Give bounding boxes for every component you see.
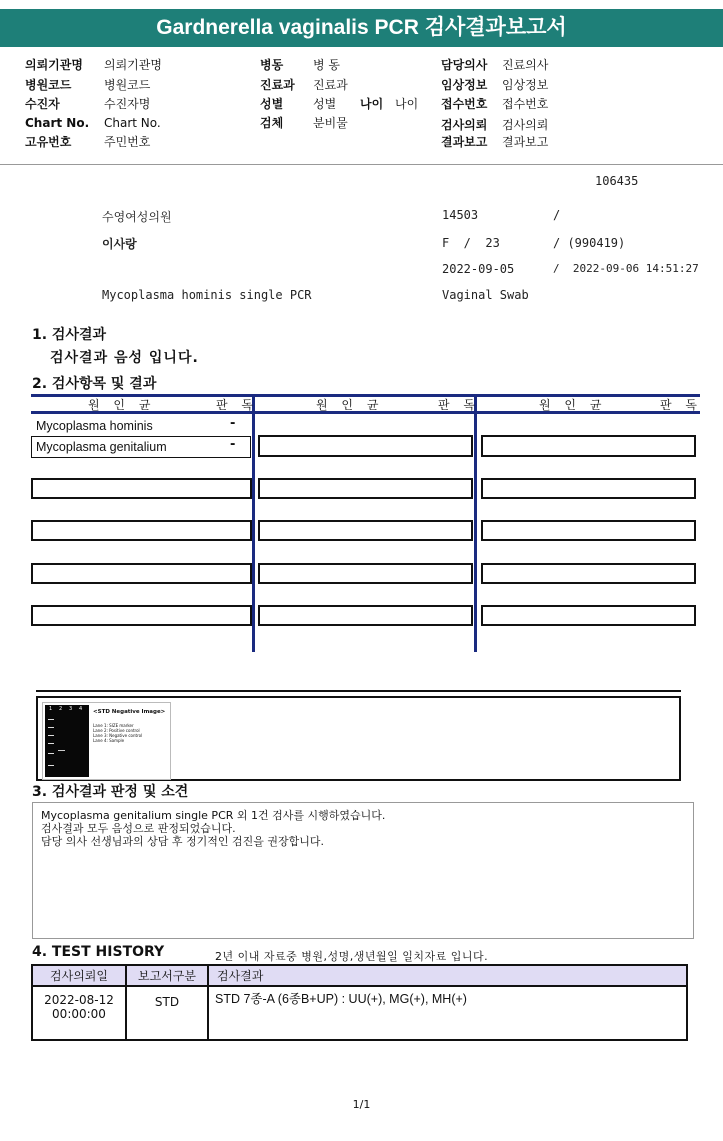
col-header-organism: 원 인 균 [539, 398, 607, 412]
history-col-type: 보고서구분 [126, 965, 208, 986]
empty-result-cell [31, 605, 252, 626]
empty-result-cell [258, 563, 473, 584]
label-ward: 병동 [260, 58, 284, 72]
gel-band [48, 735, 54, 736]
gel-band [48, 727, 54, 728]
institution-name: 수영여성의원 [102, 210, 172, 224]
value-doctor: 진료의사 [502, 58, 549, 72]
value-receipt-no: 접수번호 [502, 97, 549, 111]
label-chart-no: Chart No. [25, 116, 90, 130]
value-result-report: 결과보고 [502, 135, 549, 149]
section1-heading: 1. 검사결과 [32, 327, 107, 343]
empty-result-cell [481, 520, 696, 541]
request-date: 2022-09-05 [442, 262, 515, 276]
opinion-line: 담당 의사 선생님과의 상담 후 정기적인 검진을 권장합니다. [41, 835, 324, 848]
history-col-result: 검사결과 [208, 965, 687, 986]
page-number: 1/1 [352, 1098, 371, 1111]
gel-title: <STD Negative Image> [93, 709, 166, 715]
empty-result-cell [481, 605, 696, 626]
opinion-box [32, 802, 694, 939]
gel-legend-line: Lane 3: Negative control [93, 733, 143, 738]
gel-band [48, 719, 54, 720]
value-clinical-info: 임상정보 [502, 78, 549, 92]
birth-date: / (990419) [553, 236, 626, 250]
gel-image [42, 702, 171, 780]
label-result-report: 결과보고 [441, 135, 488, 149]
empty-result-cell [258, 605, 473, 626]
col-header-organism: 원 인 균 [316, 398, 384, 412]
column-divider [474, 394, 477, 652]
gel-band [58, 750, 65, 751]
column-divider [252, 394, 255, 652]
label-receipt-no: 접수번호 [441, 97, 488, 111]
col-header-judgement: 판 독 [216, 398, 258, 412]
col-header-judgement: 판 독 [438, 398, 480, 412]
label-age: 나이 [360, 97, 384, 111]
history-col-date: 검사의뢰일 [32, 965, 126, 986]
empty-result-cell [258, 435, 473, 457]
history-result: STD 7종-A (6종B+UP) : UU(+), MG(+), MH(+) [208, 986, 687, 1040]
report-datetime: / 2022-09-06 14:51:27 [553, 262, 699, 275]
label-test-request: 검사의뢰 [441, 118, 488, 132]
section2-heading: 2. 검사항목 및 결과 [32, 376, 157, 392]
value-age: 나이 [395, 97, 419, 111]
empty-result-cell [258, 520, 473, 541]
empty-result-cell [481, 435, 696, 457]
empty-result-cell [31, 520, 252, 541]
lane-number: 3 [69, 706, 73, 712]
value-ward: 병 동 [313, 58, 340, 72]
gel-band [48, 753, 54, 754]
lane-number: 2 [59, 706, 63, 712]
gel-legend-line: Lane 2: Positive control [93, 728, 140, 733]
empty-result-cell [31, 563, 252, 584]
empty-result-cell [481, 478, 696, 499]
opinion-line: Mycoplasma genitalium single PCR 외 1건 검사를 시행하였습니다. [41, 809, 386, 822]
lane-number: 1 [49, 706, 53, 712]
history-date: 2022-08-12 00:00:00 [32, 986, 126, 1040]
col-header-organism: 원 인 균 [88, 398, 156, 412]
value-sex: 성별 [313, 97, 337, 111]
header-divider [0, 164, 723, 165]
value-test-request: 검사의뢰 [502, 118, 549, 132]
gel-band [48, 743, 54, 744]
section4-heading: 4. TEST HISTORY [32, 944, 165, 960]
gel-image-frame [36, 696, 681, 781]
value-patient: 수진자명 [104, 97, 151, 111]
gel-photo [45, 705, 89, 777]
value-unique-no: 주민번호 [104, 135, 151, 149]
receipt-slash: / [553, 208, 561, 222]
label-clinical-info: 임상정보 [441, 78, 488, 92]
receipt-number: 14503 [442, 208, 479, 222]
label-sex: 성별 [260, 97, 284, 111]
history-table [31, 964, 688, 1041]
label-unique-no: 고유번호 [25, 135, 72, 149]
gel-legend-line: Lane 4: Sample [93, 738, 125, 743]
patient-name: 이사랑 [102, 237, 137, 251]
value-department: 진료과 [313, 78, 348, 92]
judgement-value: - [230, 437, 236, 452]
table-row [32, 986, 687, 1040]
value-specimen: 분비물 [313, 116, 348, 130]
serial-number: 106435 [595, 174, 639, 188]
judgement-value: - [230, 416, 236, 431]
sex-age: F / 23 [442, 236, 500, 250]
value-hospital-code: 병원코드 [104, 78, 151, 92]
specimen-type: Vaginal Swab [442, 288, 529, 302]
test-name: Mycoplasma hominis single PCR [102, 288, 312, 302]
value-requesting-institution: 의뢰기관명 [104, 58, 162, 72]
opinion-line: 검사결과 모두 음성으로 판정되었습니다. [41, 822, 236, 835]
empty-result-cell [481, 563, 696, 584]
section1-result: 검사결과 음성 입니다. [50, 350, 199, 366]
empty-result-cell [31, 478, 252, 499]
label-department: 진료과 [260, 78, 295, 92]
empty-result-cell [258, 478, 473, 499]
section3-heading: 3. 검사결과 판정 및 소견 [32, 784, 189, 800]
history-type: STD [126, 986, 208, 1040]
gel-legend-line: Lane 1: SIZE marker [93, 723, 134, 728]
report-title: Gardnerella vaginalis PCR 검사결과보고서 [0, 9, 723, 47]
organism-name: Mycoplasma hominis [36, 419, 153, 433]
label-specimen: 검체 [260, 116, 284, 130]
label-patient: 수진자 [25, 97, 60, 111]
history-note: 2년 이내 자료중 병원,성명,생년월일 일치자료 입니다. [215, 950, 489, 963]
organism-name: Mycoplasma genitalium [36, 440, 167, 454]
label-requesting-institution: 의뢰기관명 [25, 58, 83, 72]
lane-number: 4 [79, 706, 83, 712]
label-hospital-code: 병원코드 [25, 78, 72, 92]
label-doctor: 담당의사 [441, 58, 488, 72]
gel-band [48, 765, 54, 766]
gel-top-rule [36, 690, 681, 692]
value-chart-no: Chart No. [104, 116, 161, 130]
col-header-judgement: 판 독 [660, 398, 702, 412]
